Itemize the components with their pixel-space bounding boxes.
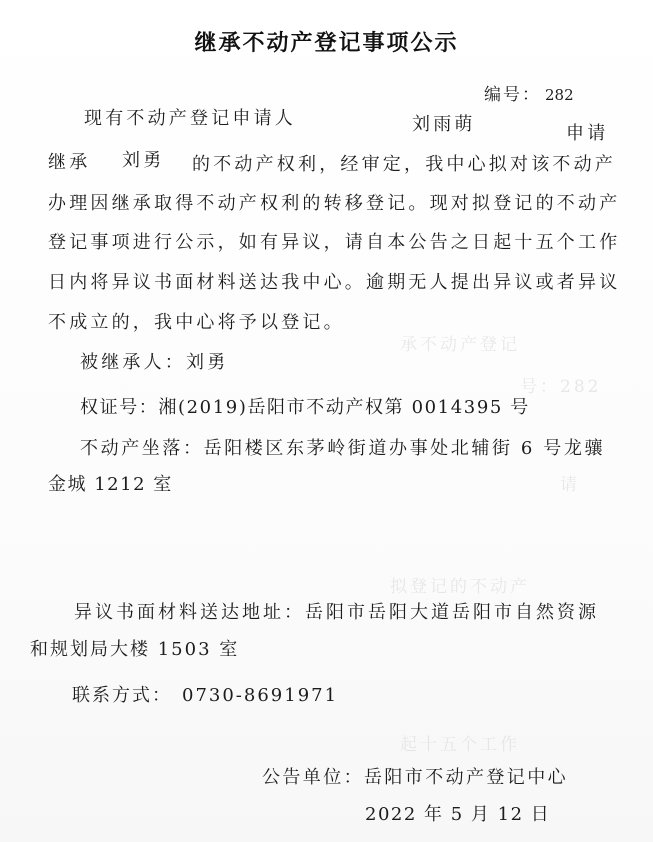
apply-word: 申请: [566, 123, 609, 144]
location-label: 不动产坐落：: [80, 438, 204, 459]
body-line: 登记事项进行公示，如有异议，请自本公告之日起十五个工作: [48, 232, 621, 253]
body-line: 办理因继承取得不动产权利的转移登记。现对拟登记的不动产: [48, 193, 621, 214]
contact-value: 0730-8691971: [182, 685, 339, 706]
document-number-label: 编号：: [484, 85, 541, 105]
applicant-intro: 现有不动产登记申请人: [84, 108, 296, 129]
certificate-field: [80, 393, 530, 419]
decedent-label: 被继承人：: [80, 352, 186, 373]
decedent-field: [80, 348, 228, 374]
inherit-word: 继承: [48, 152, 91, 173]
objection-address-value: 岳阳市岳阳大道岳阳市自然资源: [305, 602, 599, 623]
show-through-shadow: 请: [560, 475, 580, 495]
objection-address-cont: 和规划局大楼 1503 室: [30, 639, 240, 660]
body-line: 不成立的，我中心将予以登记。: [48, 312, 345, 333]
issuer-value: 岳阳市不动产登记中心: [364, 767, 568, 788]
contact-field: [72, 681, 338, 707]
document-number: [484, 80, 574, 105]
inherit-clause: 的不动产权利，经审定，我中心拟对该不动产: [192, 154, 616, 175]
applicant-name: 刘雨萌: [412, 114, 476, 135]
issuer-field: [262, 763, 568, 789]
location-value: 岳阳楼区东茅岭街道办事处北辅街 6 号龙骧: [203, 438, 606, 459]
body-line: 日内将异议书面材料送达我中心。逾期无人提出异议或者异议: [48, 272, 621, 293]
page-title: 继承不动产登记事项公示: [194, 31, 459, 56]
location-value-cont: 金城 1212 室: [48, 474, 173, 495]
contact-label: 联系方式：: [72, 685, 172, 706]
decedent-value: 刘勇: [186, 352, 229, 373]
document-number-value: 282: [545, 86, 574, 104]
location-field: [80, 434, 605, 460]
show-through-shadow: 拟登记的不动产: [390, 577, 530, 597]
objection-address-label: 异议书面材料送达地址：: [74, 602, 305, 623]
issuer-label: 公告单位：: [262, 767, 364, 788]
show-through-shadow: 号：282: [520, 377, 602, 397]
objection-address-field: [74, 598, 599, 624]
notice-date: 2022 年 5 月 12 日: [365, 804, 551, 825]
certificate-label: 权证号：: [80, 397, 159, 418]
show-through-shadow: 承不动产登记: [400, 335, 520, 355]
certificate-value: 湘(2019)岳阳市不动产权第 0014395 号: [158, 397, 530, 418]
deceased-name-inline: 刘勇: [122, 150, 165, 171]
show-through-shadow: 起十五个工作: [400, 735, 520, 755]
